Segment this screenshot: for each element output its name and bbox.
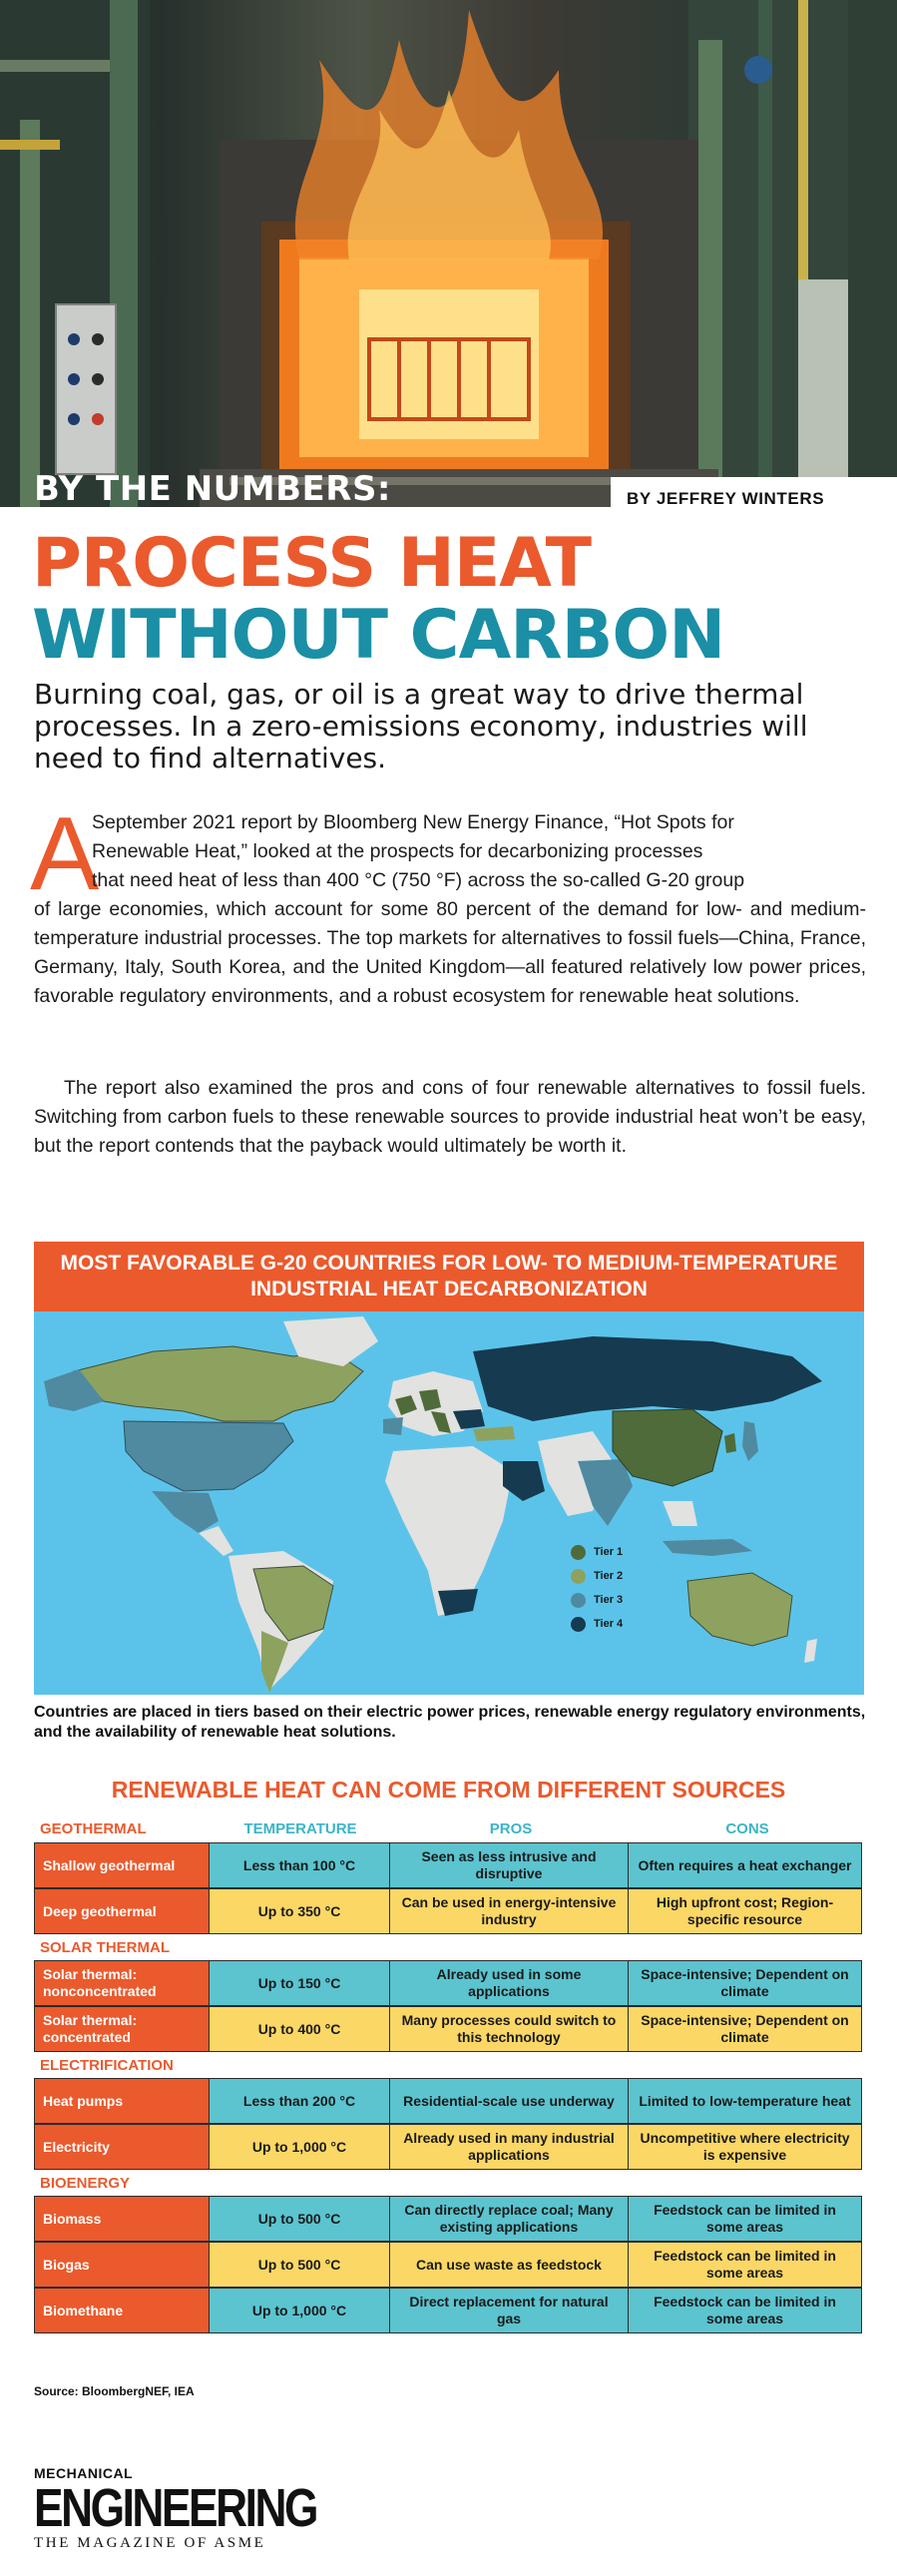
tier-3-swatch <box>571 1593 586 1608</box>
legend-tier-2 <box>571 1564 623 1588</box>
table-row <box>34 2124 864 2170</box>
row-cons: Feedstock can be limited in some areas <box>628 2288 862 2333</box>
section-bioenergy: BIOENERGY <box>40 2175 131 2192</box>
row-name: Shallow geothermal <box>34 1842 210 1888</box>
row-name: Solar thermal: concentrated <box>34 2006 210 2052</box>
row-temperature: Up to 500 °C <box>209 2242 390 2288</box>
headline-line-2: WITHOUT CARBON <box>32 596 725 675</box>
row-temperature: Up to 500 °C <box>209 2196 390 2242</box>
row-pros: Residential-scale use underway <box>389 2078 629 2124</box>
table-row <box>34 1842 864 1888</box>
header-pros: PROS <box>489 1820 533 1837</box>
row-temperature: Up to 150 °C <box>209 1960 390 2006</box>
row-name: Electricity <box>34 2124 210 2170</box>
tier-2-swatch <box>571 1569 586 1584</box>
legend-tier-3 <box>571 1588 623 1612</box>
row-pros: Can use waste as feedstock <box>389 2242 629 2288</box>
map-legend <box>571 1540 623 1636</box>
row-temperature: Less than 200 °C <box>209 2078 390 2124</box>
mechanical-engineering-logo <box>34 2465 378 2551</box>
para1-line-3: that need heat of less than 400 °C (750 °F) across the so-called G-20 group <box>92 869 745 891</box>
logo-sub-text: THE MAGAZINE OF ASME <box>34 2535 266 2551</box>
row-pros: Many processes could switch to this technology <box>389 2006 629 2052</box>
row-cons: Space-intensive; Dependent on climate <box>628 1960 862 2006</box>
body-paragraph-2: The report also examined the pros and cons of four renewable alternatives to fossil fuels. Switching from carbon fuels to these renewable sources to provide industrial heat won’t be easy, but the report contends that the payback would ultimately be worth it. <box>34 1077 866 1157</box>
row-temperature: Up to 350 °C <box>209 1888 390 1934</box>
map-caption: Countries are placed in tiers based on their electric power prices, renewable energy regulatory environments, and the availability of renewable heat solutions. <box>34 1704 866 1741</box>
legend-tier-4 <box>571 1612 623 1636</box>
header-cons: CONS <box>725 1820 769 1837</box>
para1-rest: of large economies, which account for some 80 percent of the demand for low- and medium-temperature industrial processes. The top markets for alternatives to fossil fuels—China, France, Germany, Italy, South Korea, and the United Kingdom—all featured relatively low power prices, favorable regulatory environments, and a robust ecosystem for renewable heat solutions. <box>34 898 866 1007</box>
row-pros: Can be used in energy-intensive industry <box>389 1888 629 1934</box>
row-pros: Can directly replace coal; Many existing applications <box>389 2196 629 2242</box>
drop-cap: A <box>30 796 100 912</box>
row-cons: High upfront cost; Region-specific resource <box>628 1888 862 1934</box>
byline: BY JEFFREY WINTERS <box>627 489 825 507</box>
source-note: Source: BloombergNEF, IEA <box>34 2384 195 2398</box>
header-geothermal: GEOTHERMAL <box>40 1820 147 1837</box>
table-row <box>34 2006 864 2052</box>
row-cons: Limited to low-temperature heat <box>628 2078 862 2124</box>
row-cons: Often requires a heat exchanger <box>628 1842 862 1888</box>
hero-photo-furnace <box>0 0 897 507</box>
row-temperature: Up to 1,000 °C <box>209 2288 390 2333</box>
header-temperature: TEMPERATURE <box>243 1820 357 1837</box>
renewable-heat-table <box>34 1816 864 2333</box>
row-pros: Seen as less intrusive and disruptive <box>389 1842 629 1888</box>
row-name: Solar thermal: nonconcentrated <box>34 1960 210 2006</box>
tier-2-label: Tier 2 <box>594 1570 624 1582</box>
table-row <box>34 2196 864 2242</box>
row-name: Biomass <box>34 2196 210 2242</box>
table-row <box>34 1888 864 1934</box>
row-temperature: Up to 400 °C <box>209 2006 390 2052</box>
para1-line-2: Renewable Heat,” looked at the prospects for decarbonizing processes <box>92 840 703 862</box>
row-pros: Already used in many industrial applications <box>389 2124 629 2170</box>
legend-tier-1 <box>571 1540 623 1564</box>
section-solar-thermal: SOLAR THERMAL <box>40 1939 170 1956</box>
row-name: Biomethane <box>34 2288 210 2333</box>
section-electrification: ELECTRIFICATION <box>40 2057 174 2074</box>
table-row <box>34 2078 864 2124</box>
row-temperature: Up to 1,000 °C <box>209 2124 390 2170</box>
row-name: Deep geothermal <box>34 1888 210 1934</box>
logo-main-text: ENGINEERING <box>34 2478 316 2538</box>
row-cons: Uncompetitive where electricity is expensive <box>628 2124 862 2170</box>
deck-subheading: Burning coal, gas, or oil is a great way to drive thermal processes. In a zero-emissions economy, industries will need to find alternatives. <box>34 678 808 774</box>
tier-4-swatch <box>571 1617 586 1632</box>
logo-top-text: MECHANICAL <box>34 2465 134 2481</box>
row-name: Biogas <box>34 2242 210 2288</box>
row-name: Heat pumps <box>34 2078 210 2124</box>
para1-line-1: September 2021 report by Bloomberg New Energy Finance, “Hot Spots for <box>92 811 734 833</box>
tier-3-label: Tier 3 <box>594 1594 624 1606</box>
tier-1-swatch <box>571 1545 586 1560</box>
row-cons: Space-intensive; Dependent on climate <box>628 2006 862 2052</box>
row-cons: Feedstock can be limited in some areas <box>628 2242 862 2288</box>
kicker-by-the-numbers: BY THE NUMBERS: <box>34 469 392 507</box>
table-header-row <box>34 1816 864 1842</box>
row-cons: Feedstock can be limited in some areas <box>628 2196 862 2242</box>
tier-4-label: Tier 4 <box>594 1618 624 1630</box>
tier-1-label: Tier 1 <box>594 1546 624 1558</box>
world-map <box>34 1311 864 1695</box>
row-pros: Already used in some applications <box>389 1960 629 2006</box>
table-title: RENEWABLE HEAT CAN COME FROM DIFFERENT SOURCES <box>111 1777 786 1803</box>
map-header: MOST FAVORABLE G-20 COUNTRIES FOR LOW- TO MEDIUM-TEMPERATURE INDUSTRIAL HEAT DECARBONIZATION <box>34 1242 864 1311</box>
table-row <box>34 2288 864 2333</box>
table-row <box>34 1960 864 2006</box>
table-row <box>34 2242 864 2288</box>
headline-line-1: PROCESS HEAT <box>32 524 592 603</box>
row-temperature: Less than 100 °C <box>209 1842 390 1888</box>
row-pros: Direct replacement for natural gas <box>389 2288 629 2333</box>
body-paragraph-1 <box>34 808 866 1011</box>
